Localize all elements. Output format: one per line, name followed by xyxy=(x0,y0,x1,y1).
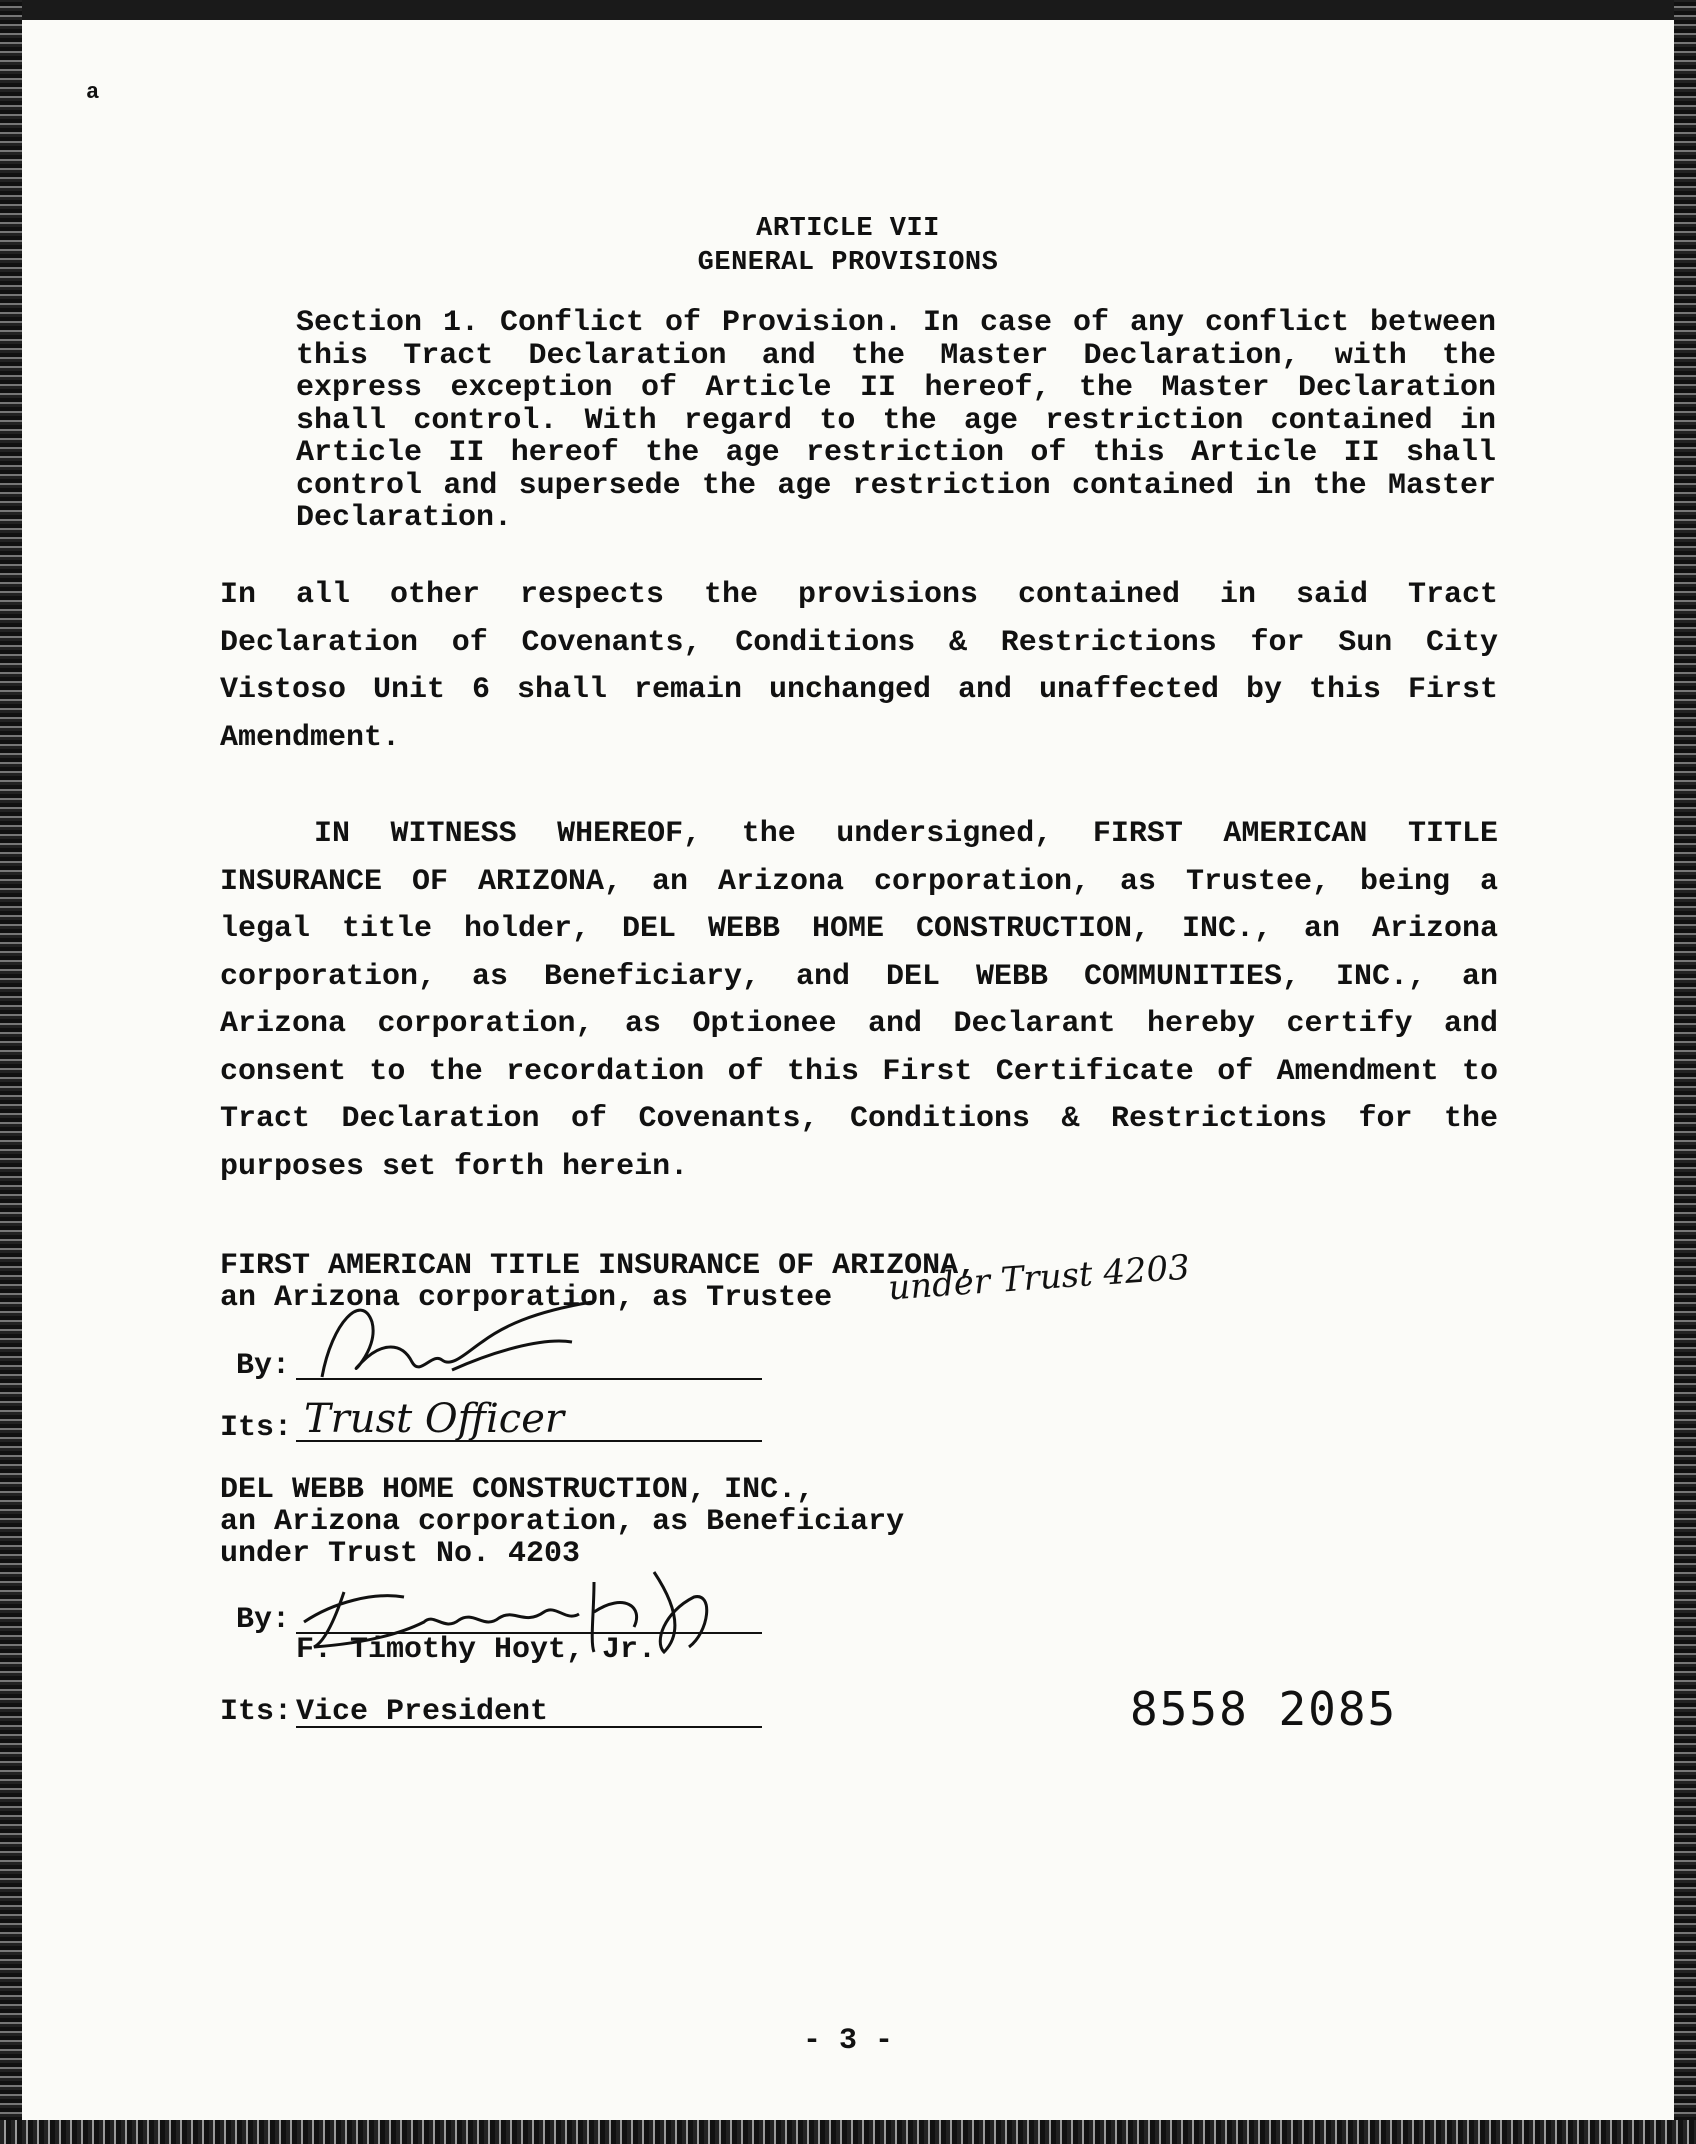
signatory2-by-label: By: xyxy=(236,1603,291,1637)
section-1-text: Section 1. Conflict of Provision. In case of any conflict between this Tract Declaration and the Master Declaration, with the express exception of Article II hereof, the Master Declaration shall control. With regard to the age restriction contained in Article II hereof the age restriction of this Article II shall control and supersede the age restriction contained in the Master Declaration. xyxy=(296,306,1496,535)
signatory2-signer-name: F. Timothy Hoyt, Jr. xyxy=(296,1633,657,1667)
recording-number: 8558 2085 xyxy=(1130,1682,1398,1736)
signatory2-its-label: Its: xyxy=(220,1695,293,1729)
signatory2-name: DEL WEBB HOME CONSTRUCTION, INC., xyxy=(220,1473,815,1507)
signatory1-its-label: Its: xyxy=(220,1411,293,1445)
signatory2-desc1: an Arizona corporation, as Beneficiary xyxy=(220,1505,905,1539)
corner-mark: a xyxy=(86,80,100,105)
signatory1-signature xyxy=(302,1282,602,1392)
scan-edge-left xyxy=(0,0,22,2144)
signatory2-desc2: under Trust No. 4203 xyxy=(220,1537,581,1571)
signatory1-desc: an Arizona corporation, as Trustee xyxy=(220,1281,833,1315)
article-number: ARTICLE VII xyxy=(756,214,940,244)
scan-edge-right xyxy=(1674,0,1696,2144)
article-title: GENERAL PROVISIONS xyxy=(697,248,999,278)
signatory1-handwritten-note: under Trust 4203 xyxy=(886,1247,1192,1309)
scan-edge-bottom xyxy=(0,2120,1696,2144)
signatory1-its-value: Trust Officer xyxy=(304,1396,564,1442)
paragraph-other-respects: In all other respects the provisions contained in said Tract Declaration of Covenants, Conditions & Restrictions for Sun City Vistoso Unit 6 shall remain unchanged and unaffected by this First Amendment. xyxy=(220,578,1498,755)
signatory1-name: FIRST AMERICAN TITLE INSURANCE OF ARIZONA, xyxy=(220,1249,977,1283)
signatory1-by-label: By: xyxy=(236,1349,291,1383)
document-page xyxy=(22,20,1674,2120)
signatory2-its-value: Vice President xyxy=(296,1695,549,1729)
page-number: - 3 - xyxy=(802,2024,893,2058)
paragraph-witness: IN WITNESS WHEREOF, the undersigned, FIRST AMERICAN TITLE INSURANCE OF ARIZONA, an Arizona corporation, as Trustee, being a legal title holder, DEL WEBB HOME CONSTRUCTION, INC., an Arizona corporation, as Beneficiary, and DEL WEBB COMMUNITIES, INC., an Arizona corporation, as Optionee and Declarant hereby certify and consent to the recordation of this First Certificate of Amendment to Tract Declaration of Covenants, Conditions & Restrictions for the purposes set forth herein. xyxy=(220,817,1498,1184)
